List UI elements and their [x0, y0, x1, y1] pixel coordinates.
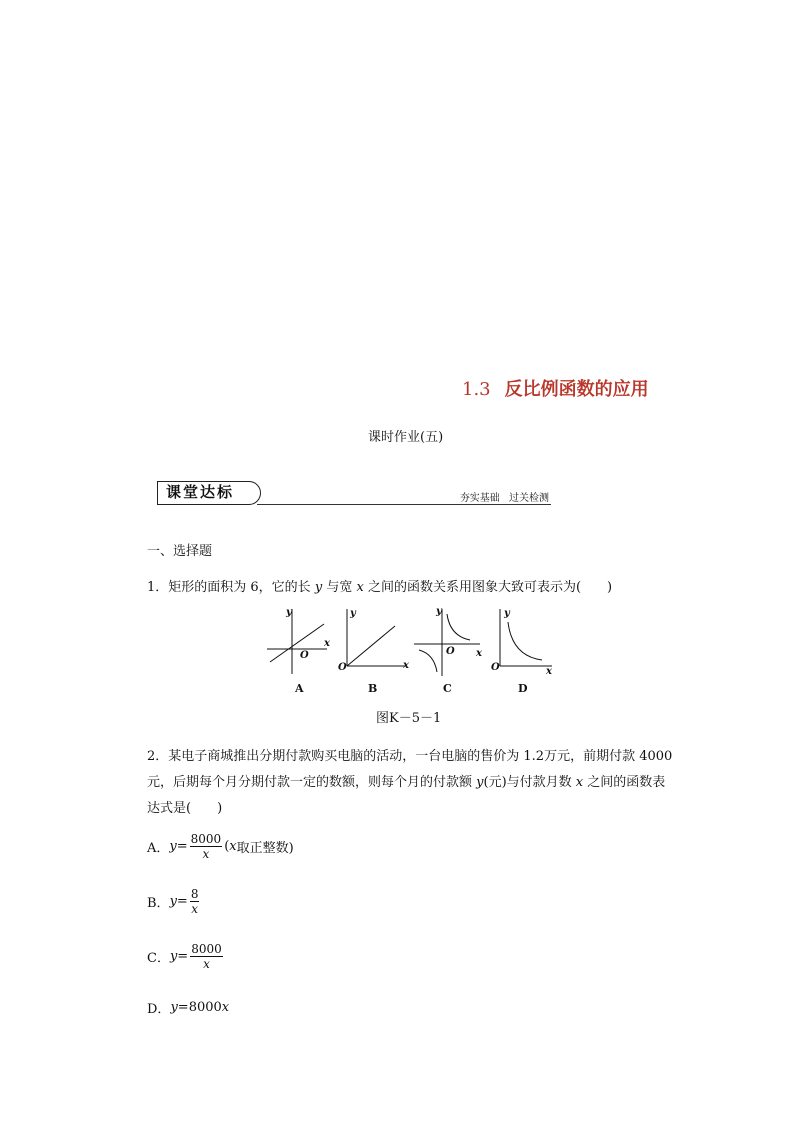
- option-c-numerator: 8000: [191, 942, 222, 956]
- option-c[interactable]: [147, 942, 225, 971]
- graph-b-x-label: x: [403, 660, 409, 671]
- graph-label-b: B: [368, 682, 378, 695]
- q1-var-y: y: [314, 580, 323, 595]
- option-a-lhs: y=: [169, 839, 188, 854]
- option-c-fraction: [190, 942, 223, 971]
- graph-c-x-label: x: [476, 648, 482, 659]
- figure-caption: 图K－5－1: [376, 711, 442, 726]
- graph-d-origin: O: [491, 662, 500, 673]
- option-a-prefix: A．: [147, 841, 170, 856]
- option-b[interactable]: [147, 887, 201, 916]
- q1-text-mid: 与宽: [326, 580, 353, 595]
- question-1: [147, 575, 612, 601]
- option-d-prefix: D．: [147, 1002, 171, 1017]
- graph-b-y-label: y: [350, 608, 356, 619]
- banner-subtext: 夯实基础 过关检测: [459, 493, 549, 504]
- section-banner: [157, 481, 551, 507]
- option-c-denominator: x: [203, 957, 210, 971]
- option-a[interactable]: [147, 832, 294, 861]
- graph-a-y-label: y: [286, 607, 292, 618]
- question-2: [147, 744, 677, 822]
- section-heading: 一、选择题: [147, 544, 213, 559]
- option-a-numerator: 8000: [190, 832, 222, 846]
- option-d-lhs: y=: [170, 1000, 189, 1015]
- option-b-numerator: 8: [190, 887, 199, 901]
- q1-text-tail: 之间的函数关系用图象大致可表示为( ): [367, 580, 613, 595]
- figure-graphs: [262, 604, 562, 699]
- graph-c-y-label: y: [436, 606, 442, 617]
- option-c-lhs: y=: [169, 949, 189, 964]
- option-b-prefix: B．: [147, 896, 170, 911]
- q2-text-3: 之间的函数表达式是( ): [147, 775, 666, 816]
- option-a-denominator: x: [202, 847, 210, 861]
- graph-a-x-label: x: [324, 638, 330, 649]
- q2-var-y: y: [476, 775, 484, 790]
- homework-subtitle: 课时作业(五): [368, 430, 444, 445]
- option-a-note: 取正整数): [236, 841, 294, 856]
- lesson-title: [462, 375, 649, 401]
- option-b-fraction: [190, 887, 200, 916]
- graph-d-y-label: y: [504, 608, 510, 619]
- q2-text-1: 2．某电子商城推出分期付款购买电脑的活动，一台电脑的售价为 1.2万元，前期付款 4000 元，后期每个月分期付款一定的数额，则每个月的付款额: [147, 749, 673, 790]
- graph-label-c: C: [443, 682, 452, 695]
- option-d[interactable]: [147, 998, 229, 1017]
- graph-d-x-label: x: [546, 666, 552, 677]
- q1-var-x: x: [356, 580, 364, 595]
- q2-text-2: (元)与付款月数: [483, 775, 576, 790]
- option-c-prefix: C．: [147, 951, 170, 966]
- lesson-number: 1.3: [462, 379, 491, 400]
- graph-c-origin: O: [446, 646, 455, 657]
- option-d-var: x: [221, 1000, 230, 1015]
- banner-label: 课堂达标: [157, 481, 261, 505]
- option-b-denominator: x: [191, 902, 199, 916]
- graph-label-d: D: [518, 682, 528, 695]
- graph-a-origin: O: [300, 650, 309, 661]
- banner-rule: [257, 504, 551, 505]
- option-a-note-var: x: [229, 839, 237, 854]
- option-b-lhs: y=: [169, 894, 188, 909]
- graph-b-origin: O: [338, 662, 347, 673]
- option-a-note-open: (: [224, 839, 230, 854]
- option-a-fraction: [190, 832, 223, 861]
- option-d-expr: 8000: [188, 1000, 222, 1015]
- q1-text-lead: 1．矩形的面积为 6，它的长: [147, 580, 311, 595]
- graph-label-a: A: [295, 682, 304, 695]
- q2-var-x: x: [575, 775, 584, 790]
- lesson-name: 反比例函数的应用: [504, 379, 649, 400]
